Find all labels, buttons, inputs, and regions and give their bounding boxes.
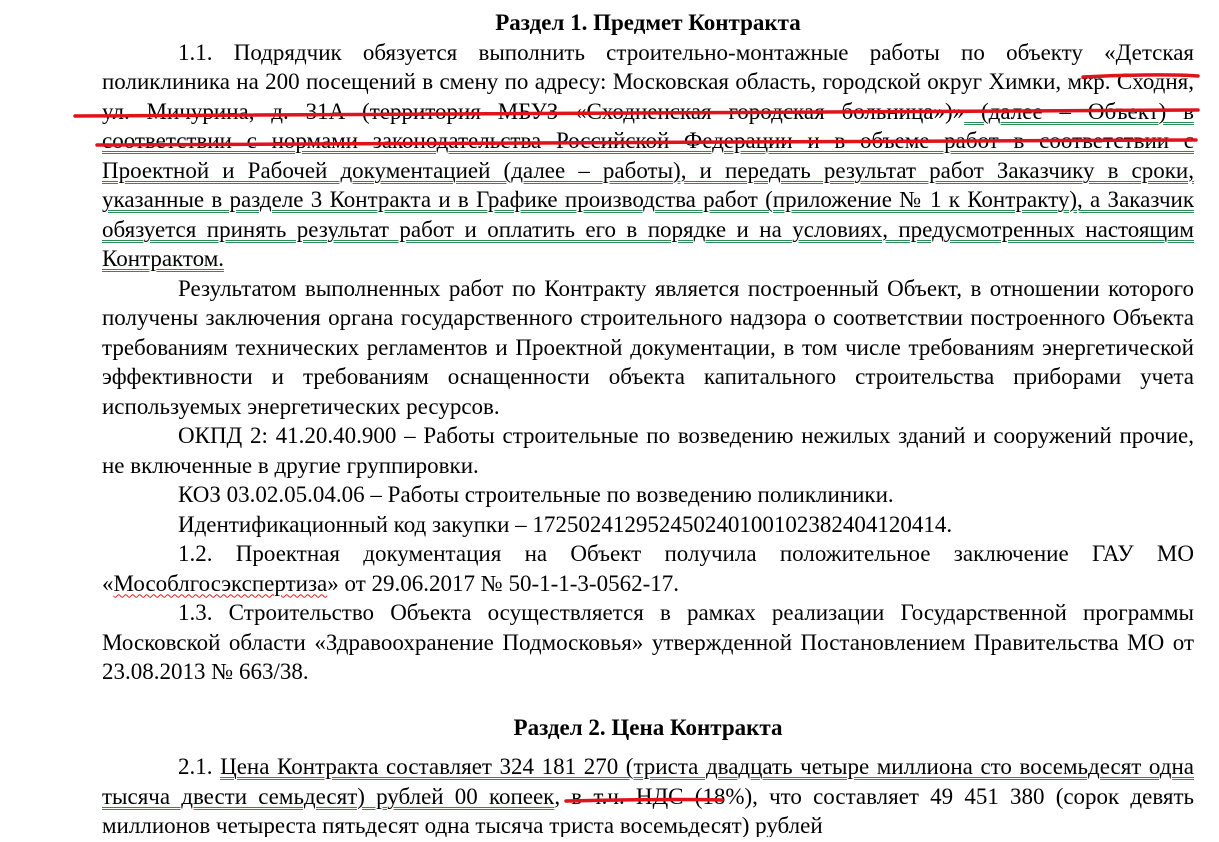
document-page [102, 0, 1194, 837]
paragraph-1-2-intro: 1.2. Проектная документация на Объект получила положительное заключение ГАУ МО « [102, 541, 1194, 596]
section-1-heading: Раздел 1. Предмет Контракта [495, 10, 801, 35]
section-2-heading: Раздел 2. Цена Контракта [513, 714, 783, 740]
paragraph-2-1-vat: , в т.ч. НДС (18%), что составляет [554, 783, 919, 809]
paragraph-1-1 [102, 38, 1194, 274]
paragraph-okpd: ОКПД 2: 41.20.40.900 – Работы строительные по возведению нежилых зданий и сооружений прочие, не включенные в другие группировки. [102, 423, 1194, 478]
paragraph-2-1 [102, 752, 1194, 837]
paragraph-1-1-intro: 1.1. Подрядчик обязуется выполнить строительно-монтажные работы по объекту [178, 39, 1105, 65]
object-name-highlight: «Детская поликлиника на 200 посещений в смену по адресу: Московская область, городской округ Химки, мкр. Сходня, ул. Мичурина, д. 31А (территория МБУЗ «Сходненская городская больница»)» [102, 39, 1194, 124]
paragraph-2-1-intro: 2.1. [178, 754, 221, 779]
contract-price-text: Цена Контракта составляет 324 181 270 (триста двадцать четыре миллиона сто восемьдесят одна тысяча двести семьдесят) рублей 00 копеек [102, 754, 1194, 809]
paragraph-1-1-body: (далее – Объект) в соответствии с нормами законодательства Российской Федерации и в объеме работ в соответствии с Проектной и Рабочей документацией (далее – работы), и передать результат работ Заказчику в сроки, указанные в разделе 3 Контракта и в Графике производства работ (приложение № 1 к Контракту), а Заказчик обязуется принять результат работ и оплатить его в порядке и на условиях, предусмотренных настоящим Контрактом. [102, 98, 1194, 271]
paragraph-procurement-code: Идентификационный код закупки – 172502412952450240100102382404120414. [178, 511, 953, 537]
paragraph-koz: КОЗ 03.02.05.04.06 – Работы строительные по возведению поликлиники. [178, 482, 894, 507]
paragraph-result: Результатом выполненных работ по Контракту является построенный Объект, в отношении которого получены заключения органа государственного строительного надзора о соответствии построенного Объекта требованиям технических регламентов и Проектной документации, в том числе требованиям энергетической эффективности и требованиям оснащенности объекта капитального строительства приборами учета используемых энергетических ресурсов. [102, 275, 1194, 419]
expertise-org-name: Мособлгосэкспертиза [113, 570, 328, 596]
paragraph-1-3: 1.3. Строительство Объекта осуществляется в рамках реализации Государственной программы Московской области «Здравоохранение Подмосковья» утвержденной Постановлением Правительства МО от 23.08.2013 № 663/38. [102, 600, 1194, 684]
paragraph-2-1-continued: 49 451 380 (сорок девять миллионов четыреста пятьдесят одна тысяча триста восемьдесят) рублей [102, 783, 1194, 837]
paragraph-1-2-tail: » от 29.06.2017 № 50-1-1-3-0562-17. [327, 570, 679, 596]
paragraph-1-2 [102, 539, 1194, 598]
